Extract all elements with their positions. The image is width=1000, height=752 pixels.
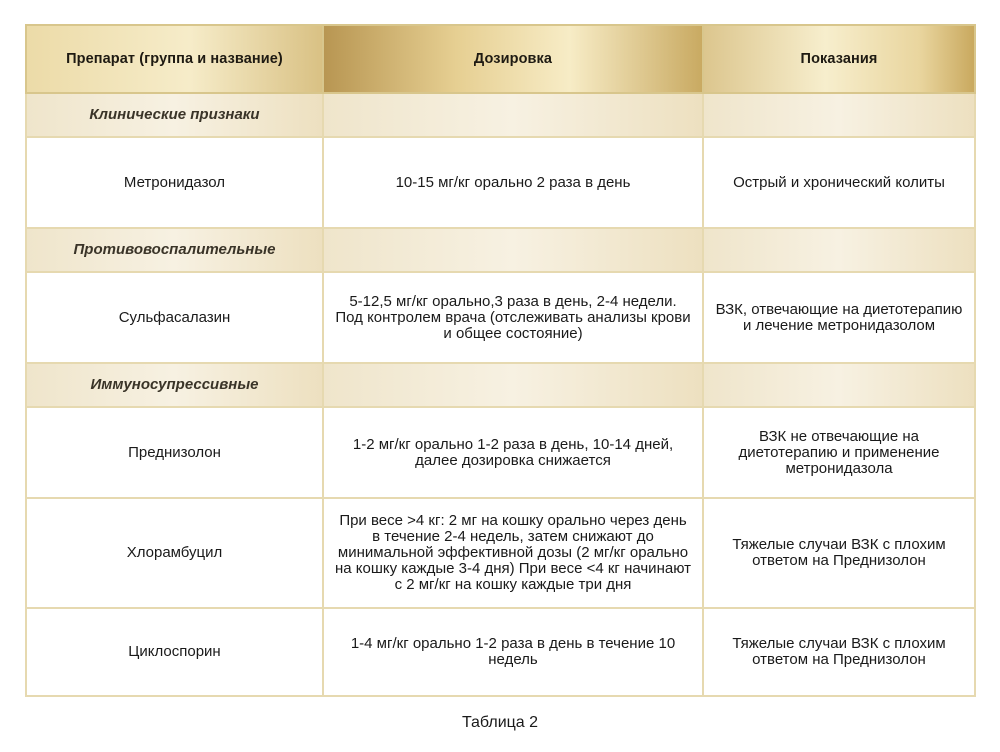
group-label: Противовоспалительные bbox=[26, 228, 323, 272]
group-empty-cell bbox=[323, 363, 703, 407]
medication-table bbox=[25, 24, 976, 697]
indication-cell: Тяжелые случаи ВЗК с плохим ответом на Преднизолон bbox=[703, 608, 975, 696]
dosage-cell: 10-15 мг/кг орально 2 раза в день bbox=[323, 137, 703, 228]
table-row bbox=[26, 407, 975, 498]
group-empty-cell bbox=[703, 363, 975, 407]
dosage-cell: При весе >4 кг: 2 мг на кошку орально через день в течение 2-4 недель, затем снижают до минимальной эффективной дозы (2 мг/кг орально на кошку каждые 3-4 дня) При весе <4 кг начинают с 2 мг/кг на кошку каждые три дня bbox=[323, 498, 703, 608]
group-label: Клинические признаки bbox=[26, 93, 323, 137]
drug-cell: Преднизолон bbox=[26, 407, 323, 498]
header-indication: Показания bbox=[703, 25, 975, 93]
table-caption: Таблица 2 bbox=[461, 714, 539, 731]
dosage-cell: 1-4 мг/кг орально 1-2 раза в день в течение 10 недель bbox=[323, 608, 703, 696]
group-row bbox=[26, 363, 975, 407]
group-row bbox=[26, 93, 975, 137]
drug-cell: Хлорамбуцил bbox=[26, 498, 323, 608]
group-empty-cell bbox=[703, 228, 975, 272]
drug-cell: Циклоспорин bbox=[26, 608, 323, 696]
indication-cell: Тяжелые случаи ВЗК с плохим ответом на Преднизолон bbox=[703, 498, 975, 608]
group-empty-cell bbox=[323, 228, 703, 272]
group-empty-cell bbox=[323, 93, 703, 137]
table-row bbox=[26, 137, 975, 228]
drug-cell: Сульфасалазин bbox=[26, 272, 323, 363]
table-row bbox=[26, 272, 975, 363]
indication-cell: ВЗК, отвечающие на диетотерапию и лечение метронидазолом bbox=[703, 272, 975, 363]
indication-cell: Острый и хронический колиты bbox=[703, 137, 975, 228]
header-dosage: Дозировка bbox=[323, 25, 703, 93]
table-row bbox=[26, 498, 975, 608]
dosage-cell: 5-12,5 мг/кг орально,3 раза в день, 2-4 недели. Под контролем врача (отслеживать анализы крови и общее состояние) bbox=[323, 272, 703, 363]
group-empty-cell bbox=[703, 93, 975, 137]
group-row bbox=[26, 228, 975, 272]
group-label: Иммуносупрессивные bbox=[26, 363, 323, 407]
indication-cell: ВЗК не отвечающие на диетотерапию и применение метронидазола bbox=[703, 407, 975, 498]
drug-cell: Метронидазол bbox=[26, 137, 323, 228]
header-row bbox=[26, 25, 975, 93]
table-row bbox=[26, 608, 975, 696]
dosage-cell: 1-2 мг/кг орально 1-2 раза в день, 10-14 дней, далее дозировка снижается bbox=[323, 407, 703, 498]
header-drug: Препарат (группа и название) bbox=[26, 25, 323, 93]
